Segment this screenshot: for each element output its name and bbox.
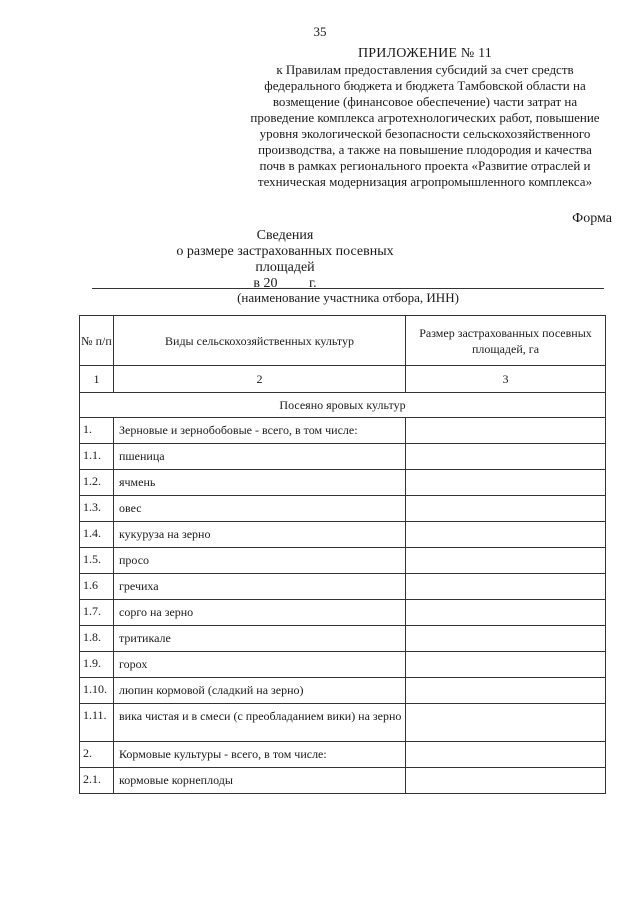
insured-area-cell[interactable] bbox=[406, 418, 606, 444]
column-index-row bbox=[80, 366, 606, 393]
row-number: 1.3. bbox=[80, 496, 114, 522]
table-row bbox=[80, 626, 606, 652]
appendix-line: проведение комплекса агротехнологических работ, повышение bbox=[250, 110, 600, 125]
row-number: 1.2. bbox=[80, 470, 114, 496]
row-number: 2.1. bbox=[80, 768, 114, 794]
insured-area-cell[interactable] bbox=[406, 548, 606, 574]
table-row bbox=[80, 496, 606, 522]
document-title bbox=[150, 228, 420, 292]
appendix-line: техническая модернизация агропромышленного комплекса» bbox=[257, 174, 593, 189]
row-number: 1.5. bbox=[80, 548, 114, 574]
row-number: 1.11. bbox=[80, 704, 114, 742]
row-number: 1.7. bbox=[80, 600, 114, 626]
table-row bbox=[80, 470, 606, 496]
header-crop-types: Виды сельскохозяйственных культур bbox=[114, 316, 406, 366]
crop-name: горох bbox=[114, 652, 406, 678]
insured-area-cell[interactable] bbox=[406, 652, 606, 678]
table-row bbox=[80, 678, 606, 704]
row-number: 1. bbox=[80, 418, 114, 444]
table-row bbox=[80, 600, 606, 626]
crop-name: овес bbox=[114, 496, 406, 522]
crop-name: люпин кормовой (сладкий на зерно) bbox=[114, 678, 406, 704]
table-row bbox=[80, 418, 606, 444]
section-row bbox=[80, 393, 606, 418]
insured-area-cell[interactable] bbox=[406, 522, 606, 548]
crop-name: Кормовые культуры - всего, в том числе: bbox=[114, 742, 406, 768]
appendix-line: уровня экологической безопасности сельскохозяйственного bbox=[259, 126, 591, 141]
document-title-line: Сведения bbox=[256, 228, 314, 243]
crop-name: просо bbox=[114, 548, 406, 574]
row-number: 1.4. bbox=[80, 522, 114, 548]
appendix-line: производства, а также на повышение плодородия и качества bbox=[258, 142, 592, 157]
crop-name: Зерновые и зернобобовые - всего, в том числе: bbox=[114, 418, 406, 444]
appendix-line: возмещение (финансовое обеспечение) части затрат на bbox=[272, 94, 578, 109]
appendix-line: федерального бюджета и бюджета Тамбовской области на bbox=[264, 78, 586, 93]
row-number: 2. bbox=[80, 742, 114, 768]
crop-name: кукуруза на зерно bbox=[114, 522, 406, 548]
column-index: 3 bbox=[406, 366, 606, 393]
insured-area-cell[interactable] bbox=[406, 768, 606, 794]
column-index: 1 bbox=[80, 366, 114, 393]
insured-area-cell[interactable] bbox=[406, 496, 606, 522]
section-title: Посеяно яровых культур bbox=[80, 393, 606, 418]
crop-name: сорго на зерно bbox=[114, 600, 406, 626]
table-row bbox=[80, 652, 606, 678]
insured-area-cell[interactable] bbox=[406, 742, 606, 768]
row-number: 1.8. bbox=[80, 626, 114, 652]
row-number: 1.1. bbox=[80, 444, 114, 470]
row-number: 1.6 bbox=[80, 574, 114, 600]
header-insured-area: Размер застрахованных посевных площадей, га bbox=[406, 316, 606, 366]
org-name-line bbox=[92, 288, 604, 289]
insured-area-cell[interactable] bbox=[406, 470, 606, 496]
table-row bbox=[80, 574, 606, 600]
crop-name: тритикале bbox=[114, 626, 406, 652]
table-row bbox=[80, 444, 606, 470]
insured-area-cell[interactable] bbox=[406, 574, 606, 600]
row-number: 1.10. bbox=[80, 678, 114, 704]
document-year-line: в 20____ г. bbox=[253, 276, 317, 291]
crop-name: ячмень bbox=[114, 470, 406, 496]
crop-name: гречиха bbox=[114, 574, 406, 600]
column-index: 2 bbox=[114, 366, 406, 393]
crop-name: вика чистая и в смеси (с преобладанием вики) на зерно bbox=[114, 704, 406, 742]
appendix-line: почв в рамках регионального проекта «Развитие отраслей и bbox=[259, 158, 591, 173]
table-row bbox=[80, 704, 606, 742]
insured-area-cell[interactable] bbox=[406, 704, 606, 742]
appendix-title: ПРИЛОЖЕНИЕ № 11 bbox=[358, 46, 492, 61]
insured-area-cell[interactable] bbox=[406, 626, 606, 652]
table-row bbox=[80, 522, 606, 548]
table-header-row bbox=[80, 316, 606, 366]
crop-name: кормовые корнеплоды bbox=[114, 768, 406, 794]
table-row bbox=[80, 742, 606, 768]
row-number: 1.9. bbox=[80, 652, 114, 678]
insured-area-cell[interactable] bbox=[406, 678, 606, 704]
document-title-line: о размере застрахованных посевных площадей bbox=[176, 244, 394, 275]
table-row bbox=[80, 768, 606, 794]
form-label: Форма bbox=[572, 211, 612, 226]
insured-area-cell[interactable] bbox=[406, 444, 606, 470]
insured-areas-table bbox=[79, 315, 606, 794]
header-number: № п/п bbox=[80, 316, 114, 366]
page-number: 35 bbox=[313, 24, 327, 39]
crop-name: пшеница bbox=[114, 444, 406, 470]
table-row bbox=[80, 548, 606, 574]
insured-area-cell[interactable] bbox=[406, 600, 606, 626]
appendix-line: к Правилам предоставления субсидий за счет средств bbox=[276, 62, 574, 77]
appendix-block bbox=[240, 46, 610, 190]
org-name-caption: (наименование участника отбора, ИНН) bbox=[237, 290, 459, 305]
